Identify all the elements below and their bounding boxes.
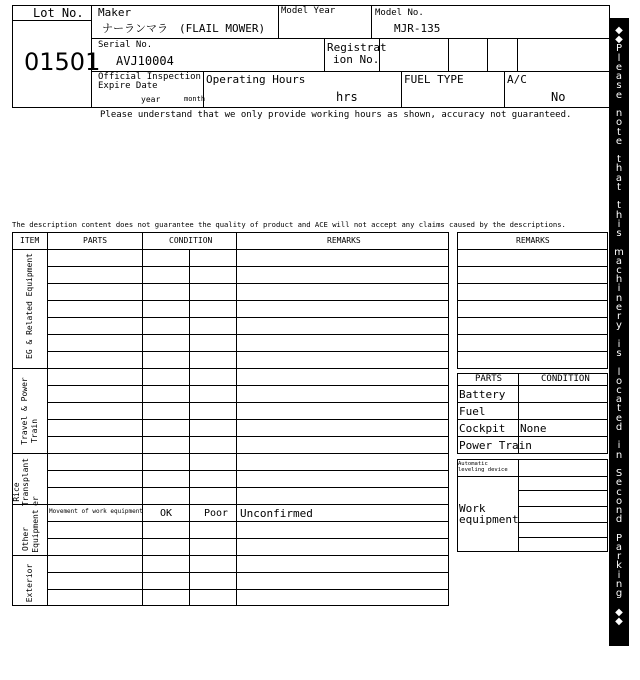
divider — [47, 351, 449, 352]
banner-char: d — [615, 514, 623, 526]
banner-char: r — [616, 311, 622, 323]
banner-char: l — [617, 52, 621, 64]
banner-char: o — [615, 495, 623, 507]
divider — [47, 334, 449, 335]
battery-label: Battery — [459, 388, 506, 401]
banner-char: a — [615, 71, 623, 83]
banner-char: a — [615, 394, 623, 406]
cockpit-label: Cockpit — [459, 422, 506, 435]
banner-char: s — [616, 228, 622, 240]
divider — [47, 589, 449, 590]
power-train-label: Power Train — [459, 439, 532, 452]
divider — [47, 436, 449, 437]
banner-char: i — [617, 218, 621, 230]
fuel-part-label: Fuel — [459, 405, 486, 418]
banner-char: c — [616, 486, 622, 498]
banner-char: t — [617, 181, 621, 193]
divider — [278, 5, 279, 38]
banner-char: n — [615, 292, 623, 304]
divider — [457, 283, 608, 284]
divider — [517, 38, 518, 71]
banner-char: ◆ — [615, 25, 623, 36]
banner-char: m — [614, 246, 624, 258]
banner-char: h — [615, 209, 623, 221]
banner-char: e — [615, 477, 623, 489]
banner-char: t — [617, 403, 621, 415]
banner-char: s — [616, 80, 622, 92]
banner-char: ◆ — [615, 606, 623, 618]
other-row-unconfirmed: Unconfirmed — [240, 507, 313, 520]
divider — [457, 317, 608, 318]
divider — [518, 506, 608, 507]
section-rice-label: Transplant — [21, 457, 30, 507]
divider — [47, 419, 449, 420]
other-row-ok: OK — [160, 508, 173, 519]
divider — [12, 249, 449, 250]
banner-char: r — [616, 551, 622, 563]
banner-char: P — [615, 532, 623, 544]
divider — [457, 402, 608, 403]
banner-char: l — [617, 366, 621, 378]
banner-char: c — [616, 265, 622, 276]
maker-label: Maker — [98, 6, 132, 19]
serial-label: Serial No. — [98, 40, 153, 50]
lot-number: 01501 — [24, 48, 101, 76]
description-disclaimer: The description content does not guarantee the quality of product and ACE will not accept any claims caused by the descriptions. — [12, 220, 566, 229]
section-eg-label: EG & Related Equipment — [25, 253, 34, 359]
divider — [47, 521, 449, 522]
banner-char: y — [616, 320, 622, 332]
divider — [504, 71, 505, 108]
col-parts-header: PARTS — [83, 236, 108, 245]
right-condition-header: CONDITION — [541, 374, 590, 384]
banner-char: a — [615, 172, 623, 184]
banner-char: ◆ — [615, 615, 623, 627]
ac-value: No — [551, 90, 566, 104]
banner-char: e — [615, 135, 623, 147]
banner-char: h — [615, 163, 623, 175]
work-equipment-label: equipment — [459, 513, 519, 526]
serial-value: AVJ10004 — [116, 54, 174, 68]
banner-char: i — [617, 283, 621, 295]
divider — [457, 334, 608, 335]
banner-char: g — [615, 588, 623, 600]
divider — [457, 266, 608, 267]
divider — [457, 300, 608, 301]
header-block — [12, 5, 610, 108]
divider — [12, 555, 449, 556]
ac-label: A/C — [507, 73, 527, 86]
col-remarks-header: REMARKS — [327, 236, 361, 245]
divider — [324, 38, 325, 71]
cockpit-condition: None — [520, 422, 547, 435]
right-parts-header: PARTS — [475, 374, 503, 384]
divider — [47, 402, 449, 403]
year-label: year — [141, 95, 161, 104]
divider — [92, 38, 610, 39]
divider — [47, 470, 449, 471]
section-other-label: Equipment — [31, 509, 40, 553]
section-exterior-label: Exterior — [25, 563, 34, 603]
work-equipment-label: Work — [459, 502, 486, 515]
divider — [457, 249, 608, 250]
divider — [12, 504, 449, 505]
banner-char: n — [615, 505, 623, 516]
divider — [457, 476, 608, 477]
model-year-label: Model Year — [281, 6, 336, 16]
month-label: month — [184, 95, 206, 103]
divider — [47, 300, 449, 301]
divider — [12, 453, 449, 454]
section-travel-label: Travel & Power — [20, 377, 29, 445]
auto-leveling-label: Automatic leveling device — [458, 461, 508, 473]
divider — [12, 20, 92, 21]
banner-char: ◆ — [615, 34, 623, 46]
hours-disclaimer: Please understand that we only provide working hours as shown, accuracy not guaranteed. — [100, 110, 572, 120]
banner-char: o — [615, 375, 623, 387]
other-row-poor: Poor — [204, 508, 229, 519]
fuel-label: FUEL TYPE — [404, 73, 464, 86]
banner-char: i — [617, 440, 621, 452]
banner-char: a — [615, 255, 623, 267]
banner-char: i — [617, 338, 621, 350]
parking-location-banner — [609, 18, 629, 646]
maker-value: ナーランマラ (FLAIL MOWER) — [102, 22, 266, 35]
divider — [457, 419, 608, 420]
section-travel-label: Train — [30, 418, 39, 444]
col-condition-header: CONDITION — [169, 236, 213, 245]
banner-char: e — [615, 89, 623, 101]
divider — [518, 522, 608, 523]
divider — [457, 436, 608, 437]
banner-char: n — [615, 449, 623, 461]
registration-label: Registrat — [327, 41, 387, 54]
other-row-part: Movement of work equipment — [49, 508, 143, 515]
divider — [47, 266, 449, 267]
banner-char: t — [617, 154, 621, 166]
banner-char: e — [615, 301, 623, 313]
banner-char: P — [615, 43, 623, 55]
divider — [47, 572, 449, 573]
divider — [457, 385, 608, 386]
divider — [518, 537, 608, 538]
banner-char: n — [615, 108, 623, 120]
divider — [189, 249, 190, 606]
inspection-label: Expire Date — [98, 81, 158, 91]
right-remarks-header: REMARKS — [516, 236, 550, 245]
divider — [12, 368, 449, 369]
banner-char: h — [615, 274, 623, 286]
inspection-label: Official Inspection — [98, 72, 201, 82]
banner-char: c — [616, 385, 622, 396]
banner-char: S — [615, 468, 623, 480]
divider — [47, 385, 449, 386]
banner-char: n — [615, 578, 623, 590]
section-rice-label: er — [31, 496, 40, 506]
divider — [47, 487, 449, 488]
divider — [457, 351, 608, 352]
lot-label: Lot No. — [33, 6, 84, 20]
banner-char: e — [615, 412, 623, 424]
banner-char: s — [616, 348, 622, 360]
registration-label: ion No. — [333, 53, 380, 66]
model-no-label: Model No. — [375, 8, 424, 18]
banner-char: t — [617, 126, 621, 138]
hours-label: Operating Hours — [206, 73, 306, 86]
hours-unit: hrs — [336, 90, 358, 104]
banner-char: k — [616, 560, 622, 572]
section-rice-label: Rice — [12, 482, 21, 502]
banner-char: d — [615, 421, 623, 433]
divider — [487, 38, 488, 71]
banner-char: o — [615, 117, 623, 129]
divider — [371, 5, 372, 38]
divider — [47, 283, 449, 284]
banner-char: a — [615, 541, 623, 553]
model-no-value: MJR-135 — [394, 22, 441, 35]
divider — [47, 317, 449, 318]
banner-char: i — [617, 569, 621, 581]
section-other-label: Other — [21, 526, 30, 552]
divider — [448, 38, 449, 71]
divider — [401, 71, 402, 108]
banner-char: t — [617, 200, 621, 212]
col-item-header: ITEM — [20, 236, 40, 245]
divider — [518, 490, 608, 491]
banner-char: e — [615, 61, 623, 73]
divider — [47, 538, 449, 539]
